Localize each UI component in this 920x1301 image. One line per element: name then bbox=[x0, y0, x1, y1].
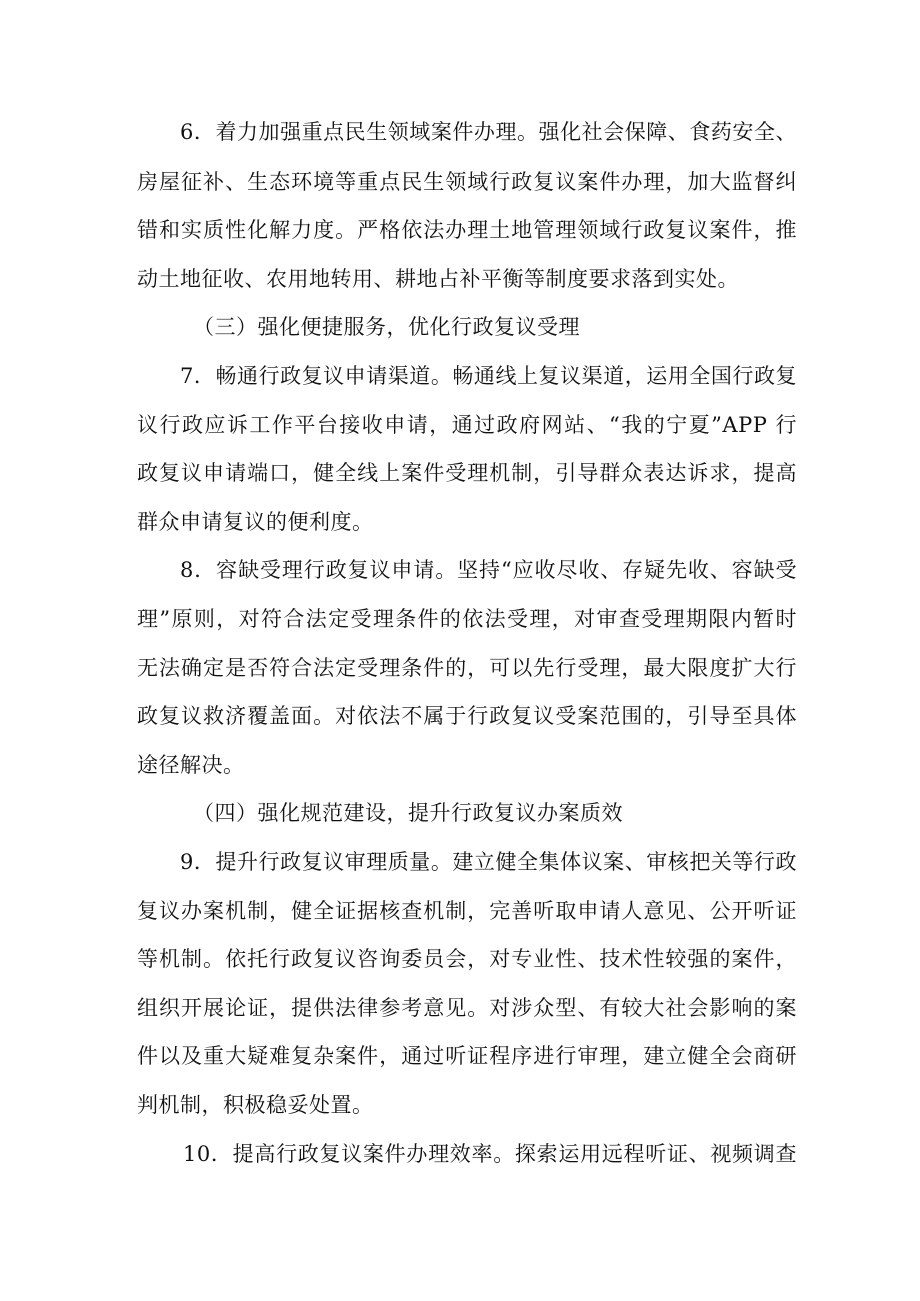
text-line: 错和实质性化解力度。严格依法办理土地管理领域行政复议案件，推 bbox=[137, 218, 797, 242]
text-line: 动土地征收、农用地转用、耕地占补平衡等制度要求落到实处。 bbox=[137, 267, 739, 291]
text-line: 10．提高行政复议案件办理效率。探索运用远程听证、视频调查 bbox=[183, 1142, 797, 1166]
text-line: 6．着力加强重点民生领域案件办理。强化社会保障、食药安全、 bbox=[180, 120, 797, 144]
text-line: 途径解决。 bbox=[137, 753, 245, 777]
text-line: 房屋征补、生态环境等重点民生领域行政复议案件办理，加大监督纠 bbox=[137, 170, 797, 194]
section-heading-3: （三）强化便捷服务，优化行政复议受理 bbox=[193, 315, 580, 339]
text-line: 9．提升行政复议审理质量。建立健全集体议案、审核把关等行政 bbox=[180, 850, 797, 874]
text-line: 8．容缺受理行政复议申请。坚持“应收尽收、存疑先收、容缺受 bbox=[180, 558, 797, 582]
text-line: 判机制，积极稳妥处置。 bbox=[137, 1093, 374, 1117]
text-line: 政复议救济覆盖面。对依法不属于行政复议受案范围的，引导至具体 bbox=[137, 704, 797, 728]
text-line: 政复议申请端口，健全线上案件受理机制，引导群众表达诉求，提高 bbox=[137, 461, 797, 485]
text-line: 无法确定是否符合法定受理条件的，可以先行受理，最大限度扩大行 bbox=[137, 656, 797, 680]
text-line: 复议办案机制，健全证据核查机制，完善听取申请人意见、公开听证 bbox=[137, 899, 797, 923]
text-line: 组织开展论证，提供法律参考意见。对涉众型、有较大社会影响的案 bbox=[137, 996, 797, 1020]
text-line: 7．畅通行政复议申请渠道。畅通线上复议渠道，运用全国行政复 bbox=[180, 364, 797, 388]
text-line: 议行政应诉工作平台接收申请，通过政府网站、“我的宁夏”APP 行 bbox=[137, 413, 797, 437]
section-heading-4: （四）强化规范建设，提升行政复议办案质效 bbox=[193, 801, 623, 825]
text-line: 理”原则，对符合法定受理条件的依法受理，对审查受理期限内暂时 bbox=[137, 607, 797, 631]
text-line: 等机制。依托行政复议咨询委员会，对专业性、技术性较强的案件， bbox=[137, 947, 797, 971]
text-line: 群众申请复议的便利度。 bbox=[137, 510, 374, 534]
text-line: 件以及重大疑难复杂案件，通过听证程序进行审理，建立健全会商研 bbox=[137, 1044, 797, 1068]
